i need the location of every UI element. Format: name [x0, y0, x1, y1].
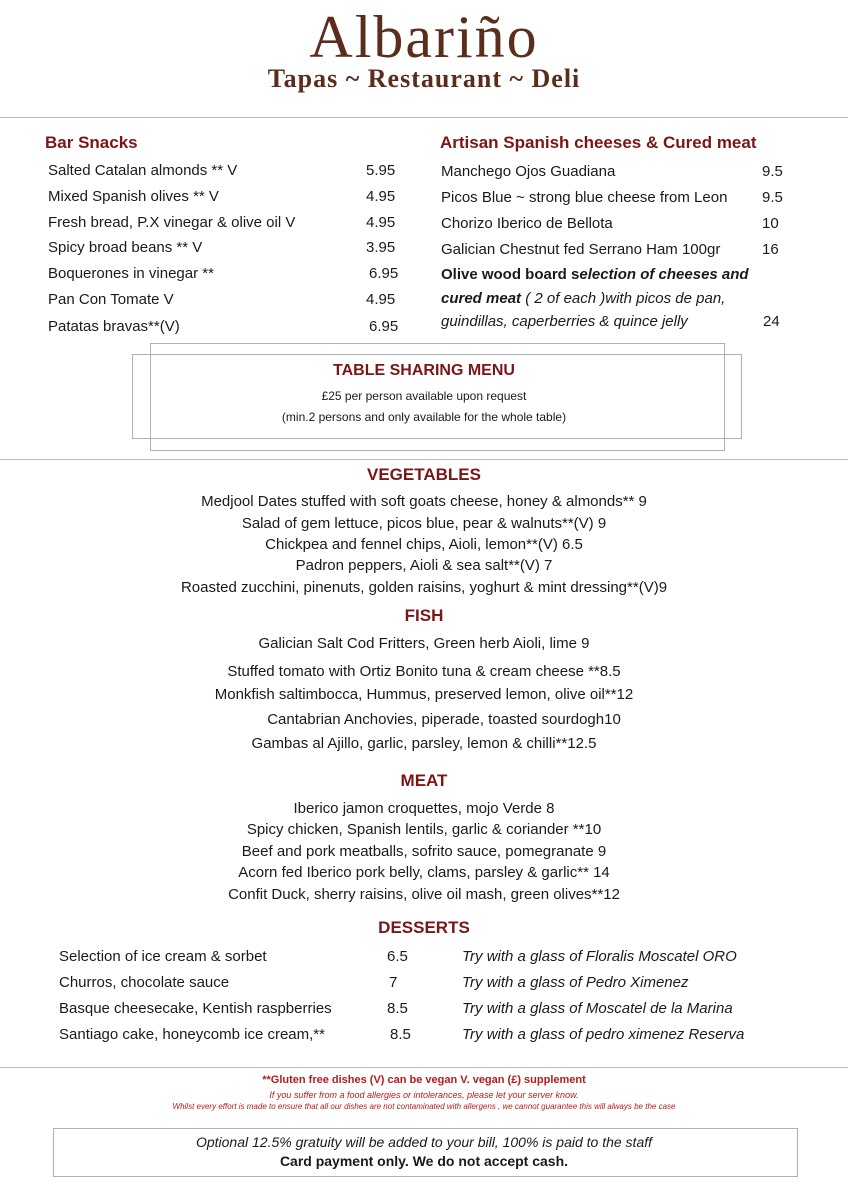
bar-snack-price: 4.95 [366, 291, 396, 308]
bar-snack-name: Patatas bravas**(V) [48, 318, 180, 335]
payment-note: Card payment only. We do not accept cash. [279, 1153, 569, 1169]
fish-item: Gambas al Ajillo, garlic, parsley, lemon & chilli**12.5 [251, 735, 597, 752]
fish-item: Monkfish saltimbocca, Hummus, preserved lemon, olive oil**12 [214, 686, 634, 703]
vegetables-title: VEGETABLES [367, 465, 481, 484]
bar-snack-name: Spicy broad beans ** V [48, 239, 203, 256]
brand-logo: Albariño [309, 4, 539, 70]
meat-item: Iberico jamon croquettes, mojo Verde 8 [293, 800, 555, 817]
board-line-1: Olive wood board selection of cheeses and [441, 266, 749, 283]
bar-snack-price: 3.95 [366, 239, 396, 256]
bar-snack-name: Salted Catalan almonds ** V [48, 162, 238, 179]
vegetable-item: Medjool Dates stuffed with soft goats cheese, honey & almonds** 9 [201, 493, 647, 510]
bar-snack-price: 4.95 [366, 188, 396, 205]
dessert-pairing: Try with a glass of pedro ximenez Reserva [462, 1026, 745, 1043]
fish-item: Galician Salt Cod Fritters, Green herb Aioli, lime 9 [258, 635, 590, 652]
dessert-pairing: Try with a glass of Moscatel de la Marina [462, 1000, 733, 1017]
allergen-key: **Gluten free dishes (V) can be vegan V. vegan (£) supplement [262, 1074, 586, 1086]
dessert-name: Churros, chocolate sauce [59, 974, 230, 991]
cheese-price: 10 [762, 215, 779, 232]
brand-tagline: Tapas ~ Restaurant ~ Deli [267, 64, 581, 93]
vegetable-item: Salad of gem lettuce, picos blue, pear & walnuts**(V) 9 [241, 515, 607, 532]
board-line-3: guindillas, caperberries & quince jelly [441, 313, 688, 330]
bar-snack-price: 5.95 [366, 162, 396, 179]
sharing-line-2: (min.2 persons and only available for the whole table) [281, 410, 567, 424]
fish-title: FISH [404, 606, 444, 625]
fish-item: Stuffed tomato with Ortiz Bonito tuna & cream cheese **8.5 [227, 663, 621, 680]
meat-title: MEAT [400, 771, 448, 790]
vegetable-item: Chickpea and fennel chips, Aioli, lemon**(V) 6.5 [265, 536, 583, 553]
bar-snack-price: 6.95 [369, 318, 399, 335]
cheeses-title: Artisan Spanish cheeses & Cured meat [440, 133, 757, 152]
cheese-name: Chorizo Iberico de Bellota [441, 215, 613, 232]
allergen-disclaimer: Whilst every effort is made to ensure that all our dishes are not contaminated with allergens , we cannot guarantee this will always be the case [172, 1102, 676, 1111]
allergen-notice: If you suffer from a food allergies or intolerances, please let your server know. [269, 1090, 579, 1100]
meat-item: Spicy chicken, Spanish lentils, garlic & coriander **10 [246, 821, 602, 838]
sharing-line-1: £25 per person available upon request [321, 389, 527, 403]
meat-item: Confit Duck, sherry raisins, olive oil mash, green olives**12 [228, 886, 620, 903]
bar-snack-name: Pan Con Tomate V [48, 291, 174, 308]
meat-item: Acorn fed Iberico pork belly, clams, parsley & garlic** 14 [238, 864, 610, 881]
dessert-price: 8.5 [390, 1026, 411, 1043]
gratuity-note: Optional 12.5% gratuity will be added to your bill, 100% is paid to the staff [195, 1134, 653, 1150]
dessert-pairing: Try with a glass of Pedro Ximenez [462, 974, 689, 991]
cheese-price: 16 [762, 241, 779, 258]
bar-snack-name: Boquerones in vinegar ** [48, 265, 214, 282]
cheese-name: Manchego Ojos Guadiana [441, 163, 616, 180]
vegetable-item: Roasted zucchini, pinenuts, golden raisins, yoghurt & mint dressing**(V)9 [180, 579, 668, 596]
dessert-name: Selection of ice cream & sorbet [59, 948, 267, 965]
bar-snack-name: Mixed Spanish olives ** V [48, 188, 219, 205]
cheese-price: 9.5 [762, 189, 783, 206]
cheese-price: 9.5 [762, 163, 783, 180]
bar-snacks-title: Bar Snacks [45, 133, 138, 152]
header-divider [0, 117, 848, 118]
sharing-title: TABLE SHARING MENU [333, 362, 515, 379]
footer-divider [0, 1067, 848, 1068]
dessert-price: 6.5 [387, 948, 408, 965]
bar-snack-name: Fresh bread, P.X vinegar & olive oil V [48, 214, 296, 231]
section-divider [0, 459, 848, 460]
bar-snack-price: 4.95 [366, 214, 396, 231]
dessert-pairing: Try with a glass of Floralis Moscatel ORO [462, 948, 737, 965]
dessert-name: Basque cheesecake, Kentish raspberries [59, 1000, 332, 1017]
cheese-name: Galician Chestnut fed Serrano Ham 100gr [441, 241, 721, 258]
board-line-2: cured meat ( 2 of each )with picos de pan, [441, 290, 726, 307]
dessert-name: Santiago cake, honeycomb ice cream,** [59, 1026, 325, 1043]
fish-item: Cantabrian Anchovies, piperade, toasted sourdogh10 [267, 711, 621, 728]
board-price: 24 [763, 313, 780, 330]
dessert-price: 8.5 [387, 1000, 408, 1017]
vegetable-item: Padron peppers, Aioli & sea salt**(V) 7 [295, 557, 553, 574]
meat-item: Beef and pork meatballs, sofrito sauce, pomegranate 9 [241, 843, 607, 860]
dessert-price: 7 [389, 974, 398, 991]
desserts-title: DESSERTS [378, 918, 470, 937]
cheese-name: Picos Blue ~ strong blue cheese from Leon [441, 189, 728, 206]
bar-snack-price: 6.95 [369, 265, 399, 282]
